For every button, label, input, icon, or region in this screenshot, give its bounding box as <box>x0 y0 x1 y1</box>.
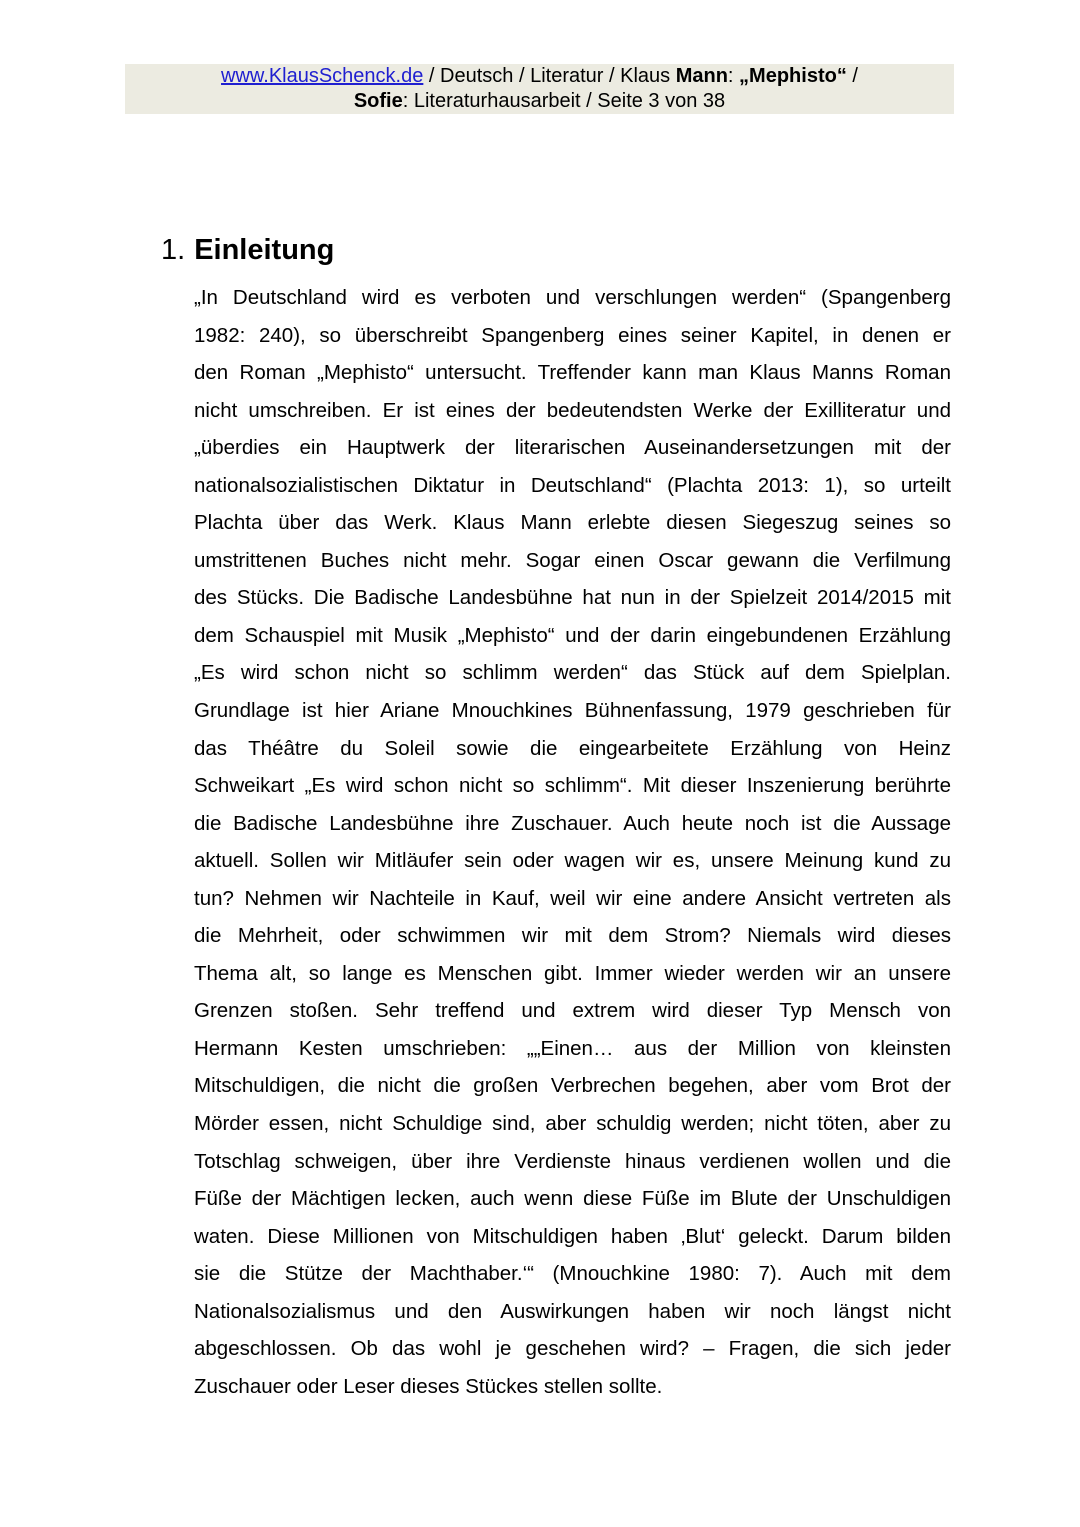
paragraph-line: tun? Nehmen wir Nachteile in Kauf, weil wir eine andere Ansicht vertreten als <box>194 886 951 910</box>
paragraph-line: Nationalsozialismus und den Auswirkungen haben wir noch längst nicht <box>194 1299 951 1323</box>
section-number: 1. <box>161 234 186 266</box>
paragraph-line: Füße der Mächtigen lecken, auch wenn diese Füße im Blute der Unschuldigen <box>194 1187 951 1211</box>
paragraph-line: die Badische Landesbühne ihre Zuschauer. Auch heute noch ist die Aussage <box>194 811 951 835</box>
work-title: „Mephisto“ <box>739 65 847 87</box>
breadcrumb-path: / Deutsch / Literatur / Klaus <box>423 65 676 87</box>
paragraph-line: Zuschauer oder Leser dieses Stückes stellen sollte. <box>194 1374 663 1398</box>
paragraph-line: das Théâtre du Soleil sowie die eingearbeitete Erzählung von Heinz <box>194 736 951 760</box>
paragraph-line: aktuell. Sollen wir Mitläufer sein oder wagen wir es, unsere Meinung kund zu <box>194 849 951 873</box>
page-header <box>125 64 954 114</box>
section-title: Einleitung <box>194 234 335 266</box>
paragraph-line: Mörder essen, nicht Schuldige sind, aber schuldig werden; nicht töten, aber zu <box>194 1112 951 1136</box>
paragraph-line: des Stücks. Die Badische Landesbühne hat nun in der Spielzeit 2014/2015 mit <box>194 586 951 610</box>
paragraph-line: sie die Stütze der Machthaber.‘“ (Mnouchkine 1980: 7). Auch mit dem <box>194 1262 951 1286</box>
paragraph-line: dem Schauspiel mit Musik „Mephisto“ und der darin eingebundenen Erzählung <box>194 623 951 647</box>
paragraph-line: abgeschlossen. Ob das wohl je geschehen wird? – Fragen, die sich jeder <box>194 1337 951 1361</box>
author-name: Mann <box>675 65 728 87</box>
paragraph-line: Grundlage ist hier Ariane Mnouchkines Bühnenfassung, 1979 geschrieben für <box>194 699 951 723</box>
paragraph-line: nicht umschreiben. Er ist eines der bedeutendsten Werke der Exilliteratur und <box>194 398 951 422</box>
site-link[interactable]: www.KlausSchenck.de <box>221 65 424 87</box>
student-name: Sofie <box>353 90 403 112</box>
paragraph-line: Grenzen stoßen. Sehr treffend und extrem wird dieser Typ Mensch von <box>194 999 951 1023</box>
header-line-2 <box>125 89 954 114</box>
paragraph-line: „In Deutschland wird es verboten und verschlungen werden“ (Spangenberg <box>194 286 951 309</box>
page-info: : Literaturhausarbeit / Seite 3 von 38 <box>402 90 726 112</box>
paragraph-line: umstrittenen Buches nicht mehr. Sogar einen Oscar gewann die Verfilmung <box>194 548 951 572</box>
paragraph-line: waten. Diese Millionen von Mitschuldigen haben ‚Blut‘ geleckt. Darum bilden <box>194 1224 951 1248</box>
paragraph-line: den Roman „Mephisto“ untersucht. Treffender kann man Klaus Manns Roman <box>194 361 951 385</box>
paragraph-line: 1982: 240), so überschreibt Spangenberg eines seiner Kapitel, in denen er <box>194 323 951 347</box>
paragraph-line: Mitschuldigen, die nicht die großen Verbrechen begehen, aber vom Brot der <box>194 1074 951 1098</box>
paragraph-line: Schweikart „Es wird schon nicht so schlimm“. Mit dieser Inszenierung berührte <box>194 774 951 798</box>
breadcrumb-separator-end: / <box>846 65 858 87</box>
breadcrumb-separator: : <box>727 65 740 87</box>
paragraph-line: die Mehrheit, oder schwimmen wir mit dem Strom? Niemals wird dieses <box>194 924 951 948</box>
paragraph-line: „überdies ein Hauptwerk der literarischen Auseinandersetzungen mit der <box>194 436 951 460</box>
paragraph-line: Totschlag schweigen, über ihre Verdienste hinaus verdienen wollen und die <box>194 1149 951 1173</box>
section-heading <box>161 230 334 270</box>
paragraph-line: nationalsozialistischen Diktatur in Deutschland“ (Plachta 2013: 1), so urteilt <box>194 473 951 497</box>
body-paragraph <box>194 279 951 1405</box>
paragraph-line: Hermann Kesten umschrieben: „„Einen… aus der Million von kleinsten <box>194 1036 951 1060</box>
paragraph-line: Thema alt, so lange es Menschen gibt. Immer wieder werden wir an unsere <box>194 961 951 985</box>
header-line-1 <box>125 64 954 89</box>
paragraph-line: „Es wird schon nicht so schlimm werden“ das Stück auf dem Spielplan. <box>194 661 951 685</box>
paragraph-line: Plachta über das Werk. Klaus Mann erlebte diesen Siegeszug seines so <box>194 511 951 535</box>
